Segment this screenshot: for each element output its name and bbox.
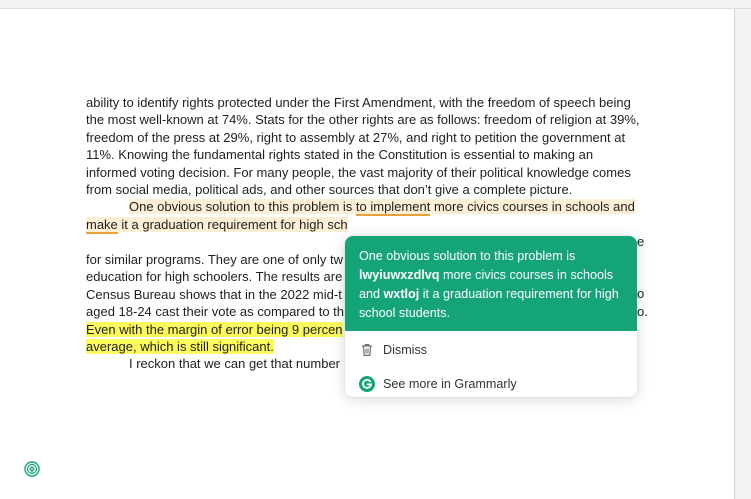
highlighted-text: Even with the margin of error being 9 percen (86, 321, 343, 337)
right-fragment-e: e (637, 234, 645, 249)
suggestion-text: One obvious solution to this problem is (359, 249, 576, 263)
paragraph-3 (86, 355, 344, 372)
paragraph-2 (86, 198, 646, 233)
text-segment: it a graduation requirement for high sch (117, 216, 348, 232)
dismiss-button[interactable] (345, 333, 637, 367)
yellow-line-2 (86, 338, 344, 355)
grammarly-logo-icon (359, 376, 375, 392)
see-more-in-grammarly-button[interactable] (345, 367, 637, 397)
highlighted-text: average, which is still significant. (86, 339, 274, 355)
line-6 (86, 303, 344, 320)
dismiss-label: Dismiss (383, 343, 428, 357)
text-segment: I reckon that we can get that number (129, 356, 341, 372)
flagged-word[interactable]: make (86, 216, 118, 232)
text-segment: compared to th (253, 304, 344, 320)
suggestion-text: more civics courses in schools and (359, 268, 614, 301)
line-3: for similar programs. They are one of only tw (86, 252, 343, 267)
trash-icon (359, 342, 375, 358)
paragraph-1: ability to identify rights protected under the First Amendment, with the freedom of speech being the most well-known at 74%. Stats for the other rights are as follows: freedom of religion at 39%, freedom of the press at 29%, right to assembly at 27%, and right to petition the government at 11%. Knowing the fundamental rights stated in the Constitution is essential to making an informed voting decision. For many people, the vast majority of their political knowledge comes from social media, political ads, and other sources that don’t give a complete picture. (86, 95, 640, 198)
highlighted-sentence[interactable] (86, 199, 635, 231)
see-more-label: See more in Grammarly (383, 377, 517, 391)
text-segment: more civics courses in schools and (430, 199, 635, 215)
text-segment: One obvious solution to this problem is (129, 199, 356, 215)
grammarly-fingerprint-icon[interactable] (24, 461, 40, 477)
suggestion-preview[interactable] (345, 236, 637, 331)
replacement-word-2: wxtloj (383, 287, 420, 301)
line-5: Census Bureau shows that in the 2022 mid-t (86, 286, 342, 302)
top-toolbar-edge (0, 0, 751, 9)
replacement-word-1: lwyiuwxzdlvq (359, 268, 440, 282)
flagged-phrase[interactable]: to implement (355, 199, 431, 215)
document-body[interactable] (86, 94, 646, 233)
right-fragment-o: o (637, 286, 645, 301)
right-fragment-o-period: o. (637, 304, 648, 319)
line-4: education for high schoolers. The results are (86, 269, 343, 285)
grammarly-suggestion-card (345, 236, 637, 397)
suggestion-text: it a graduation requirement for high school students. (359, 287, 619, 320)
text-segment: aged 18-24 cast their vote as (86, 304, 254, 320)
yellow-line-1 (86, 321, 344, 338)
